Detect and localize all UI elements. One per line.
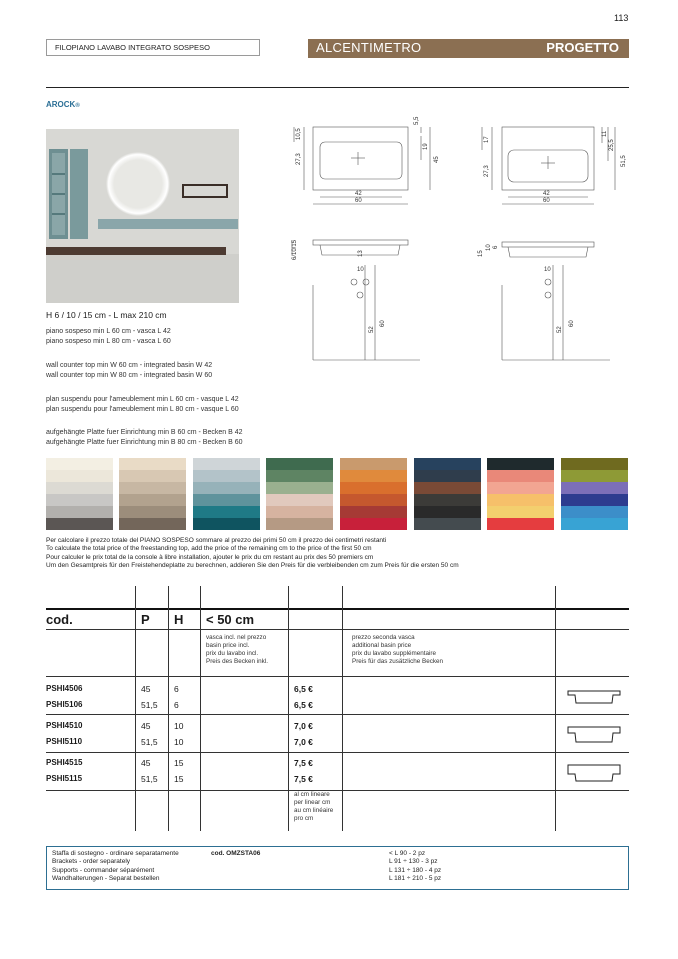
sub-line: Preis für das zusätzliche Becken	[352, 658, 443, 665]
color-swatch	[487, 494, 554, 506]
brackets-qty-line: L 91 ÷ 130 - 3 pz	[389, 858, 438, 866]
desc-en	[46, 361, 212, 380]
color-swatch	[46, 482, 113, 494]
color-swatch	[487, 506, 554, 518]
color-swatch	[340, 506, 407, 518]
sub-line: per linear cm	[294, 799, 331, 806]
color-swatch	[487, 470, 554, 482]
color-swatch	[193, 458, 260, 470]
brackets-label: Supports - commander séparément	[52, 866, 155, 874]
desc-fr	[46, 395, 239, 414]
swatch-column	[266, 458, 333, 530]
color-swatch	[340, 458, 407, 470]
color-swatch	[561, 470, 628, 482]
color-swatch	[561, 518, 628, 530]
price-notes	[46, 537, 459, 570]
dim-right-inner-w: 42	[543, 191, 550, 197]
header-h: H	[174, 612, 184, 627]
brackets-label: Staffa di sostegno - ordinare separatamente	[52, 850, 179, 857]
note-line: Um den Gesamtpreis für den Freistehendeplatte zu berechnen, addieren Sie den Preis für die verbleibenden cm zum Preis für die ersten 50 cm	[46, 561, 459, 569]
row-price: 6,5 €	[294, 684, 313, 694]
swatch-column	[46, 458, 113, 530]
color-swatch	[340, 470, 407, 482]
dim-left-side-basin: 13	[358, 250, 364, 257]
dim-right-outer-w: 60	[543, 198, 550, 204]
note-line: Pour calculer le prix total de la console à libre installation, ajouter le prix du cm restant au prix des 50 premiers cm	[46, 553, 374, 561]
row-code: PSHI4506	[46, 684, 83, 693]
color-swatch	[340, 518, 407, 530]
section-title: FILOPIANO LAVABO INTEGRATO SOSPESO	[46, 39, 260, 56]
product-name-reg: ®	[75, 103, 80, 109]
swatch-column	[561, 458, 628, 530]
row-price: 7,5 €	[294, 758, 313, 768]
basin-profile-icon	[566, 724, 622, 746]
header-cod: cod.	[46, 612, 73, 627]
color-swatch	[46, 458, 113, 470]
color-swatch	[266, 470, 333, 482]
color-swatch	[340, 482, 407, 494]
subheader-lt50	[206, 634, 268, 666]
color-swatch	[193, 518, 260, 530]
color-swatch	[193, 506, 260, 518]
desc-line: wall counter top min W 80 cm - integrated basin W 60	[46, 371, 213, 379]
row-code: PSHI4510	[46, 721, 83, 730]
desc-it	[46, 327, 171, 346]
color-swatch	[46, 518, 113, 530]
dim-left-side-h1: 52	[369, 326, 375, 333]
swatch-column	[487, 458, 554, 530]
row-h: 15	[174, 758, 184, 768]
header-bar	[308, 39, 629, 58]
dimensions-title: H 6 / 10 / 15 cm - L max 210 cm	[46, 310, 167, 320]
color-swatch	[487, 482, 554, 494]
swatch-column	[193, 458, 260, 530]
sub-line: au cm linéaire	[294, 807, 334, 814]
color-swatch	[414, 518, 481, 530]
technical-drawings	[280, 105, 629, 365]
row-p: 51,5	[141, 774, 158, 784]
dim-right-side-h2: 10	[486, 244, 492, 251]
color-swatch	[340, 494, 407, 506]
header-p: P	[141, 612, 150, 627]
color-swatch	[46, 506, 113, 518]
product-name-text: AROCK	[46, 100, 76, 109]
brackets-qty	[389, 850, 441, 883]
sub-line: prezzo seconda vasca	[352, 634, 415, 641]
color-swatch	[561, 482, 628, 494]
swatch-column	[340, 458, 407, 530]
header-bar-right: PROGETTO	[546, 40, 619, 55]
header-divider	[46, 87, 629, 88]
dim-right-side-v2: 60	[569, 320, 575, 327]
note-line: Per calcolare il prezzo totale del PIANO SOSPESO sommare al prezzo dei primi 50 cm il prezzo dei centimetri restanti	[46, 537, 387, 544]
row-h: 15	[174, 774, 184, 784]
sub-line: vasca incl. nel prezzo	[206, 634, 267, 641]
color-swatch	[561, 458, 628, 470]
brackets-qty-line: < L 90 - 2 pz	[389, 850, 426, 857]
row-p: 45	[141, 758, 151, 768]
dim-right-side-v1: 52	[557, 326, 563, 333]
row-h: 6	[174, 700, 179, 710]
color-swatch	[193, 494, 260, 506]
dim-right-r2: 25,5	[609, 139, 615, 151]
color-swatch	[487, 458, 554, 470]
color-swatch	[266, 482, 333, 494]
color-swatch	[119, 482, 186, 494]
desc-line: plan suspendu pour l'ameublement min L 80 cm - vasque L 60	[46, 405, 239, 413]
row-p: 45	[141, 721, 151, 731]
row-p: 45	[141, 684, 151, 694]
color-swatch	[266, 458, 333, 470]
row-p: 51,5	[141, 737, 158, 747]
desc-line: plan suspendu pour l'ameublement min L 60 cm - vasque L 42	[46, 396, 239, 403]
dim-left-side-h: 6/10/15	[292, 239, 298, 260]
color-swatch	[561, 494, 628, 506]
color-swatch	[119, 506, 186, 518]
desc-line: aufgehängte Platte fuer Einrichtung min B 60 cm - Becken B 42	[46, 429, 243, 436]
color-swatch	[119, 518, 186, 530]
row-code: PSHI5110	[46, 737, 83, 746]
row-code: PSHI5115	[46, 774, 83, 783]
desc-line: aufgehängte Platte fuer Einrichtung min B 80 cm - Becken B 60	[46, 438, 243, 446]
dim-right-side-drain: 10	[544, 267, 551, 273]
color-swatch	[119, 494, 186, 506]
dim-left-outer-w: 60	[355, 198, 362, 204]
color-swatch	[414, 470, 481, 482]
sub-line: Preis des Becken inkl.	[206, 658, 268, 665]
color-swatch	[414, 482, 481, 494]
color-swatch	[266, 518, 333, 530]
brackets-labels	[52, 850, 179, 883]
dim-left-side-drain: 10	[357, 267, 364, 273]
desc-line: wall counter top min W 60 cm - integrated basin W 42	[46, 362, 213, 369]
row-price: 7,5 €	[294, 774, 313, 784]
dim-left-r1: 5,5	[414, 116, 420, 125]
color-swatch	[119, 458, 186, 470]
sub-line: additional basin price	[352, 642, 412, 649]
color-swatch	[561, 506, 628, 518]
brackets-qty-line: L 131 ÷ 180 - 4 pz	[389, 866, 442, 874]
basin-profile-icon	[566, 688, 622, 708]
row-h: 10	[174, 737, 184, 747]
row-price: 7,0 €	[294, 721, 313, 731]
dim-left-r3: 45	[434, 156, 440, 163]
swatch-column	[119, 458, 186, 530]
brackets-qty-line: L 181 ÷ 210 - 5 pz	[389, 874, 442, 882]
color-swatch	[487, 518, 554, 530]
page-number: 113	[614, 13, 629, 23]
color-swatch	[46, 494, 113, 506]
basin-profile-icon	[566, 762, 622, 784]
row-price: 6,5 €	[294, 700, 313, 710]
dim-left-inner-w: 42	[355, 191, 362, 197]
color-swatch	[414, 506, 481, 518]
dim-left-total: 27,3	[296, 153, 302, 165]
sub-line: prix du lavabo supplémentaire	[352, 650, 437, 657]
subheader-second-basin	[352, 634, 443, 666]
desc-de	[46, 428, 243, 447]
brackets-label: Wandhalterungen - Separat bestellen	[52, 874, 160, 882]
dim-right-side-h3: 6	[493, 245, 499, 249]
row-code: PSHI4515	[46, 758, 83, 767]
row-h: 6	[174, 684, 179, 694]
note-line: To calculate the total price of the freestanding top, add the price of the remaining cm to the price of the first 50 cm	[46, 545, 372, 553]
color-swatch	[46, 470, 113, 482]
color-swatch	[414, 458, 481, 470]
sub-line: al cm lineare	[294, 791, 330, 798]
row-h: 10	[174, 721, 184, 731]
dim-left-side-h2: 60	[380, 320, 386, 327]
brackets-code: cod. OMZSTA06	[211, 850, 261, 857]
dim-left-top: 10,5	[296, 128, 302, 140]
product-photo	[46, 129, 239, 303]
per-cm-note	[294, 791, 333, 823]
dim-right-top: 17	[484, 136, 490, 143]
dim-right-r1: 11	[602, 130, 608, 137]
brackets-box	[46, 846, 629, 890]
desc-line: piano sospeso min L 80 cm - vasca L 60	[46, 337, 171, 345]
sub-line: pro cm	[294, 815, 314, 822]
desc-line: piano sospeso min L 60 cm - vasca L 42	[46, 328, 171, 335]
header-lt50: < 50 cm	[206, 612, 255, 627]
color-swatch	[266, 506, 333, 518]
sub-line: basin price incl.	[206, 642, 250, 649]
brackets-label: Brackets - order separately	[52, 858, 131, 866]
row-p: 51,5	[141, 700, 158, 710]
dim-left-r2: 19	[423, 143, 429, 150]
color-swatch	[193, 470, 260, 482]
dim-right-total: 27,3	[484, 165, 490, 177]
row-price: 7,0 €	[294, 737, 313, 747]
product-name	[46, 100, 80, 109]
color-swatch	[119, 470, 186, 482]
dim-right-r3: 51,5	[621, 155, 627, 167]
dim-right-side-h1: 15	[478, 250, 484, 257]
sub-line: prix du lavabo incl.	[206, 650, 259, 657]
color-swatch	[193, 482, 260, 494]
color-swatch	[266, 494, 333, 506]
header-bar-title: ALCENTIMETRO	[316, 40, 422, 55]
row-code: PSHI5106	[46, 700, 83, 709]
swatch-column	[414, 458, 481, 530]
color-swatch	[414, 494, 481, 506]
